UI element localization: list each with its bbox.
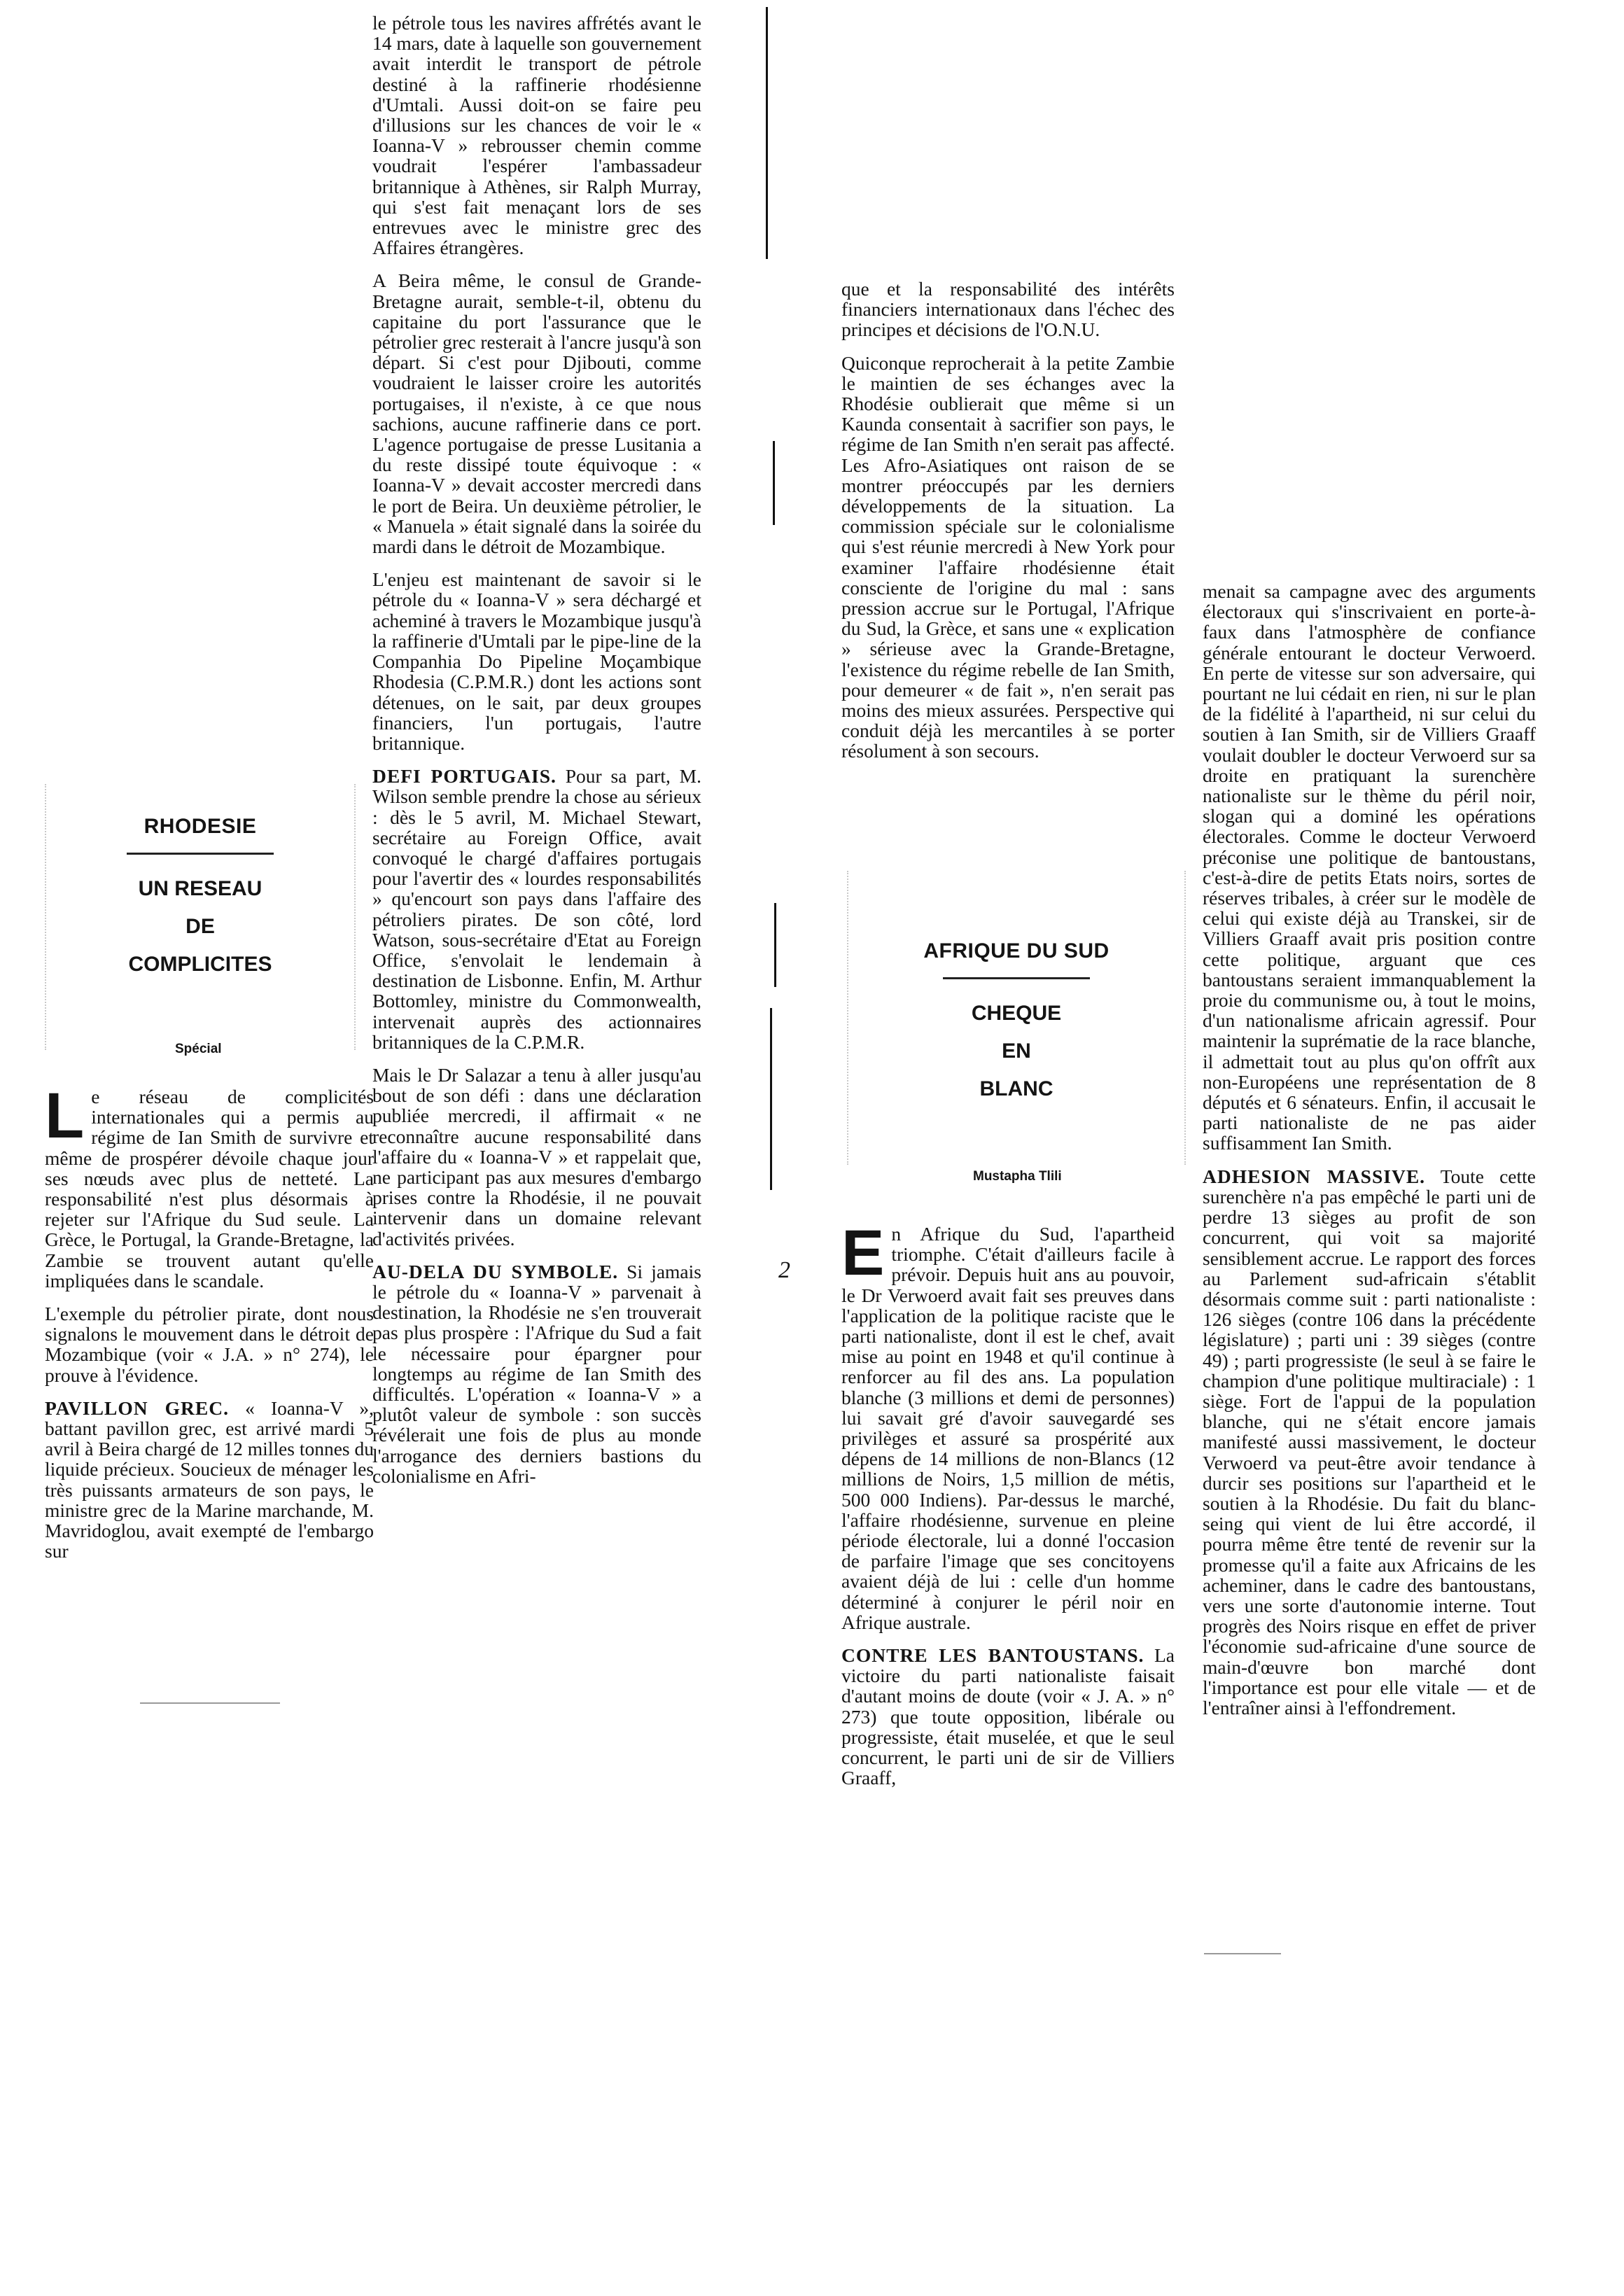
south-africa-kicker: AFRIQUE DU SUD bbox=[923, 939, 1110, 962]
subhead: ADHESION MASSIVE. bbox=[1203, 1165, 1426, 1187]
rhodesia-paragraph: A Beira même, le consul de Grande-Bretagne aurait, semble-t-il, obtenu du capitaine du port l'assurance que le pétrolier grec resterait à l'ancre jusqu'à son départ. Si c'est pour Djibouti, comme voudraient le laisser croire les autorités portugaises, il n'existe, à ce que nous sachions, aucune raffinerie dans ce port. L'agence portugaise de presse Lusitania a du reste dissipé toute équivoque : « Ioanna-V » devait accoster mercredi dans le port de Beira. Un deuxième pétrolier, le « Manuela » était signalé dans la soirée du mardi dans le détroit de Mozambique. bbox=[372, 270, 701, 558]
south-africa-column-2 bbox=[1203, 581, 1536, 1730]
subhead: DEFI PORTUGAIS. bbox=[372, 765, 556, 788]
rhodesia-lead-text: e réseau de complicités internationales qui a permis au régime de Ian Smith de survivre et même de prospérer dévoile chaque jour ses nœuds avec plus de netteté. La responsabilité n'est plus désormais à rejeter sur l'Afrique du Sud seule. La Grèce, le Portugal, la Grande-Bretagne, la Zambie se trouvent autant qu'elle impliquées dans le scandale. bbox=[45, 1086, 374, 1292]
south-africa-column-1 bbox=[841, 1217, 1175, 1800]
south-africa-paragraph bbox=[1203, 1166, 1536, 1718]
rhodesia-column-3 bbox=[841, 279, 1175, 774]
south-africa-lead-text: n Afrique du Sud, l'apartheid triomphe. C'était d'ailleurs facile à prévoir. Depuis huit ans au pouvoir, le Dr Verwoerd avait fait ses preuves dans l'application de la politique raciste que le parti nationaliste, dont il est le chef, avait mise au point en 1948 et qu'il continue à renforcer au fil des ans. La population blanche (3 millions et demi de personnes) lui savait gré d'avoir sauvegardé ses privilèges et assuré sa prospérité aux dépens de 14 millions de non-Blancs (12 millions de Noirs, 1,5 million de métis, 500 000 Indiens). Par-dessus le marché, l'affaire rhodésienne, survenue en pleine période électorale, lui a donné l'occasion de parfaire l'image que ses concitoyens avaient déjà de lui : celle d'un homme déterminé à conjurer le péril noir en Afrique australe. bbox=[841, 1223, 1175, 1633]
fold-mark bbox=[774, 903, 776, 987]
rhodesia-headline-line-1: UN RESEAU bbox=[138, 877, 262, 900]
south-africa-byline: Mustapha Tlili bbox=[973, 1169, 1062, 1184]
column-end-rule bbox=[140, 1702, 280, 1704]
rhodesia-headline-box bbox=[45, 784, 356, 1050]
south-africa-paragraph: menait sa campagne avec des arguments électoraux qui s'inscrivaient en porte-à-faux dans l'atmosphère de confiance générale entourant le docteur Verwoerd. En perte de vitesse sur son adversaire, qui pourtant ne lui cédait en rien, ni sur le plan de la fidélité à l'apartheid, ni sur celui du soutien à Ian Smith, sir de Villiers Graaff voulait doubler le docteur Verwoerd sur sa droite en pratiquant la surenchère nationaliste sur le thème du péril noir, slogan qui a dominé les opérations électorales. Comme le docteur Verwoerd préconise une politique de bantoustans, c'est-à-dire de petits Etats noirs, sortes de réserves tribales, à créer sur le modèle de celui qui existe déjà au Transkei, sir de Villiers Graaff avait pris position contre cette politique, arguant que ces bantoustans seraient immanquablement la proie du communisme ou, à tout le moins, d'un nationalisme africain agressif. Pour maintenir la suprématie de la race blanche, il admettait tout au plus qu'on offrît aux non-Européens une représentation de 8 députés et 6 sénateurs. Enfin, il accusait le parti nationaliste de ne pas aider suffisamment Ian Smith. bbox=[1203, 580, 1536, 1154]
rhodesia-paragraph bbox=[372, 766, 701, 1052]
south-africa-headline-line-3: BLANC bbox=[979, 1077, 1054, 1100]
rhodesia-paragraph: L'enjeu est maintenant de savoir si le pétrole du « Ioanna-V » sera déchargé et acheminé à travers le Mozambique jusqu'à la raffinerie d'Umtali par le pipe-line de la Companhia Do Pipeline Moçambique Rhodesia (C.P.M.R.) dont les actions sont détenues, on le sait, par deux groupes financiers, l'un portugais, l'autre britannique. bbox=[372, 568, 701, 754]
south-africa-headline-line-1: CHEQUE bbox=[971, 1002, 1062, 1025]
subhead: CONTRE LES BANTOUSTANS. bbox=[841, 1644, 1144, 1667]
rhodesia-kicker: RHODESIE bbox=[144, 815, 257, 838]
rhodesia-column-1 bbox=[45, 1080, 374, 1574]
fold-mark bbox=[773, 441, 775, 525]
fold-mark bbox=[770, 1008, 772, 1190]
headline-rule bbox=[943, 977, 1090, 979]
paragraph-text: Si jamais le pétrole du « Ioanna-V » parvenait à destination, la Rhodésie ne s'en trouverait pas plus prospère : l'Afrique du Sud a fait le nécessaire pour épargner pour longtemps au régime de Ian Smith des difficultés. L'opération « Ioanna-V » a plutôt valeur de symbole : son succès révélerait une fois de plus au monde l'arrogance des derniers bastions du colonialisme en Afri- bbox=[372, 1260, 701, 1487]
south-africa-lead-paragraph bbox=[841, 1217, 1175, 1633]
paragraph-text: La victoire du parti nationaliste faisait d'autant moins de doute (voir « J. A. » n° 273) que toute opposition, libérale ou progressiste, était muselée, et que le seul concurrent, le parti uni de sir de Villiers Graaff, bbox=[841, 1644, 1175, 1789]
paragraph-text: « Ioanna-V », battant pavillon grec, est arrivé mardi 5 avril à Beira chargé de 12 milles tonnes du liquide précieux. Soucieux de ménager les très puissants armateurs de son pays, le ministre grec de la Marine marchande, M. Mavridoglou, avait exempté de l'embargo sur bbox=[45, 1396, 374, 1562]
rhodesia-lead-paragraph bbox=[45, 1080, 374, 1292]
rhodesia-paragraph bbox=[372, 1261, 701, 1486]
rhodesia-byline: Spécial bbox=[175, 1042, 222, 1056]
south-africa-paragraph bbox=[841, 1645, 1175, 1788]
rhodesia-column-2 bbox=[372, 13, 701, 1499]
rhodesia-headline-line-2: DE bbox=[186, 915, 215, 938]
drop-cap: L bbox=[45, 1080, 85, 1152]
rhodesia-paragraph: L'exemple du pétrolier pirate, dont nous signalons le mouvement dans le détroit de Mozambique (voir « J.A. » n° 274), le prouve à l'évidence. bbox=[45, 1303, 374, 1386]
fold-mark bbox=[766, 7, 768, 259]
subhead: PAVILLON GREC. bbox=[45, 1396, 229, 1419]
rhodesia-paragraph bbox=[45, 1398, 374, 1562]
headline-rule bbox=[127, 853, 274, 855]
drop-cap: E bbox=[841, 1217, 885, 1289]
south-africa-headline-line-2: EN bbox=[1002, 1040, 1031, 1063]
column-end-rule bbox=[1204, 1953, 1281, 1954]
rhodesia-headline-line-3: COMPLICITES bbox=[128, 953, 272, 976]
rhodesia-paragraph: Quiconque reprocherait à la petite Zambie le maintien de ses échanges avec la Rhodésie oublierait que même si un Kaunda consentait à sacrifier son pays, le régime de Ian Smith n'en serait pas affecté. Les Afro-Asiatiques ont raison de se montrer préoccupés par les derniers développements de la situation. La commission spéciale sur le colonialisme qui s'est réunie mercredi à New York pour examiner l'affaire rhodésienne était consciente de l'origine du mal : sans pression accrue sur le Portugal, l'Afrique du Sud, la Grèce, et sans une « explication » sérieuse avec la Grande-Bretagne, l'existence du régime rebelle de Ian Smith, pour demeurer « de fait », n'en serait pas moins des mieux assurées. Perspective qui conduit déjà les mercantiles à se porter résolument à son secours. bbox=[841, 351, 1175, 762]
rhodesia-paragraph: que et la responsabilité des intérêts financiers internationaux dans l'échec des principes et décisions de l'O.N.U. bbox=[841, 278, 1175, 341]
paragraph-text: Pour sa part, M. Wilson semble prendre la chose au sérieux : dès le 5 avril, M. Michael Stewart, secrétaire au Foreign Office, avait convoqué le chargé d'affaires portugais pour l'avertir des « lourdes responsabilités » qu'encourt son pays dans l'affaire des pétroliers pirates. De son côté, lord Watson, sous-secrétaire d'Etat au Foreign Office, s'envolait le lendemain à destination de Lisbonne. Enfin, M. Arthur Bottomley, ministre du Commonwealth, intervenait auprès des actionnaires britanniques de la C.P.M.R. bbox=[372, 765, 701, 1053]
south-africa-headline-box bbox=[847, 871, 1186, 1165]
subhead: AU-DELA DU SYMBOLE. bbox=[372, 1260, 619, 1282]
rhodesia-paragraph: Mais le Dr Salazar a tenu à aller jusqu'au bout de son défi : dans une déclaration publiée mercredi, il affirmait « ne reconnaître aucune responsabilité dans l'affaire du « Ioanna-V » et rappelait que, ne participant pas aux mesures d'embargo prises contre la Rhodésie, il ne pouvait intervenir dans un domaine relevant d'activités privées. bbox=[372, 1063, 701, 1250]
page-mark: 2 bbox=[778, 1257, 790, 1283]
paragraph-text: Toute cette surenchère n'a pas empêché le parti uni de perdre 13 sièges au profit de son concurrent, qui voit sa majorité sensiblement accrue. Le rapport des forces au Parlement sud-africain s'établit désormais comme suit : parti nationaliste : 126 sièges (contre 106 dans la précédente législature) ; parti uni : 39 sièges (contre 49) ; parti progressiste (le seul à se faire le champion d'une politique multiraciale) : 1 siège. Fort de l'appui de la population blanche, qui ne s'était encore jamais manifesté aussi massivement, le docteur Verwoerd va peut-être avoir tendance à durcir ses positions sur l'apartheid et le soutien à la Rhodésie. Du fait du blanc-seing qui vient de lui être accordé, il pourra même être tenté de revenir sur la promesse qu'il a faite aux Africains de les acheminer, dans le cadre des bantoustans, vers une sorte d'autonomie interne. Tout progrès des Noirs risque en effet de priver l'économie sud-africaine d'une source de main-d'œuvre bon marché dont l'importance est pour elle vitale — et de l'entraîner ainsi à l'effondrement. bbox=[1203, 1165, 1536, 1718]
rhodesia-paragraph: le pétrole tous les navires affrétés avant le 14 mars, date à laquelle son gouvernement avait interdit le transport de pétrole destiné à la raffinerie rhodésienne d'Umtali. Aussi doit-on se faire peu d'illusions sur les chances de voir le « Ioanna-V » rebrousser chemin comme voudrait l'espérer l'ambassadeur britannique à Athènes, sir Ralph Murray, qui s'est fait menaçant lors de ses entrevues avec le ministre grec des Affaires étrangères. bbox=[372, 12, 701, 259]
